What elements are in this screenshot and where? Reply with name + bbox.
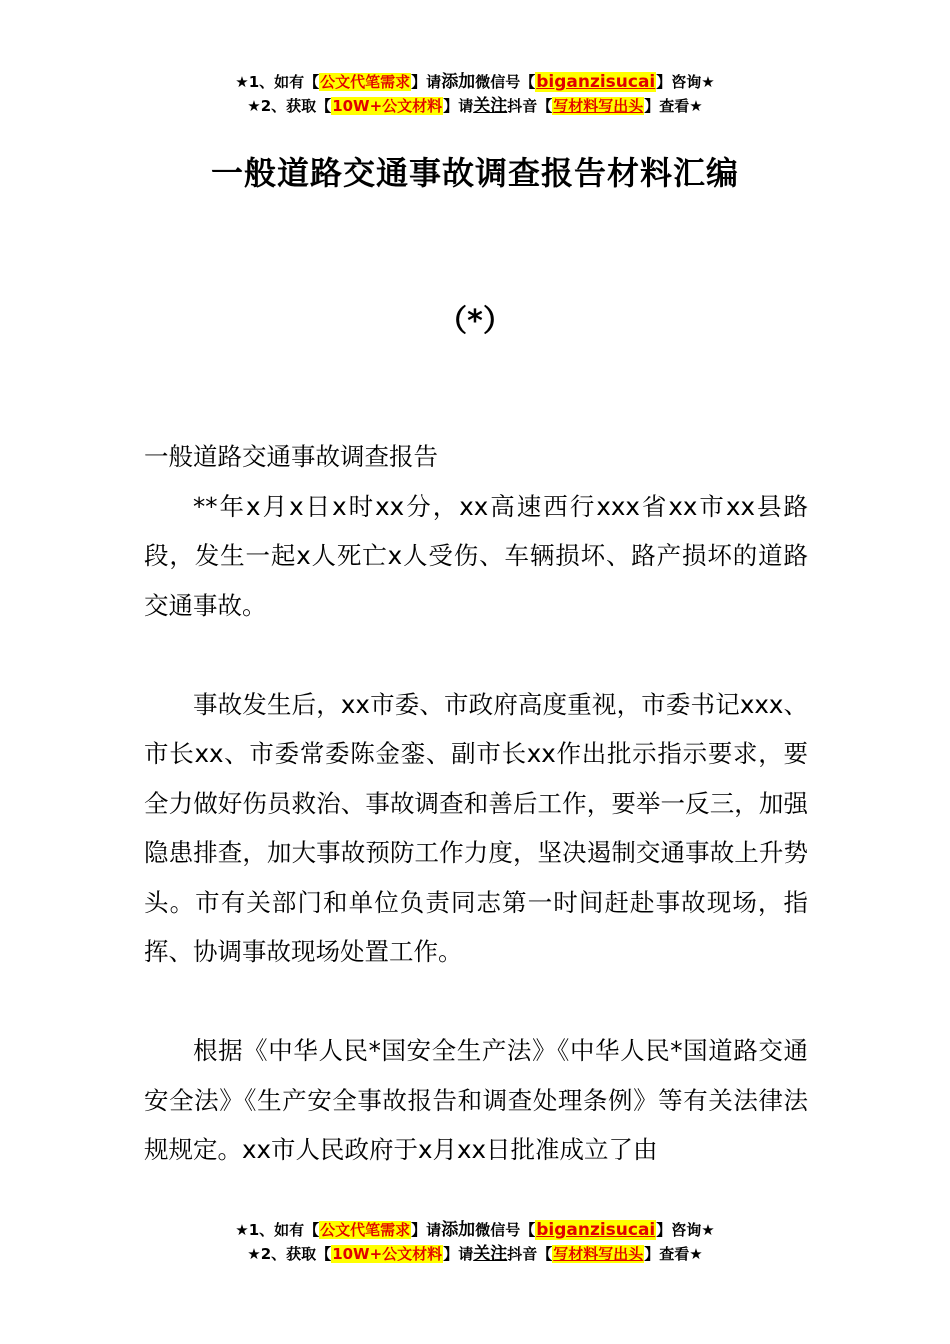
document-body (144, 432, 808, 1175)
banner-line-1: ★1、如有【公文代笔需求】请添加微信号【biganzisucai】咨询★ (235, 72, 715, 92)
document-title: 一般道路交通事故调查报告材料汇编 (210, 154, 739, 192)
paragraph-1: **年x月x日x时xx分，xx高速西行xxx省xx市xx县路段，发生一起x人死亡x人受伤、车辆损坏、路产损坏的道路交通事故。 (144, 491, 808, 620)
section-mark: （*） (437, 304, 513, 339)
douyin-account-link[interactable]: 写材料写出头 (553, 1245, 644, 1263)
report-subtitle: 一般道路交通事故调查报告 (144, 442, 438, 471)
highlight-materials: 10W+公文材料 (332, 1245, 443, 1263)
highlight-materials: 10W+公文材料 (332, 97, 443, 115)
paragraph-3: 根据《中华人民*国安全生产法》《中华人民*国道路交通安全法》《生产安全事故报告和调查处理条例》等有关法律法规规定。xx市人民政府于x月xx日批准成立了由 (144, 1036, 808, 1164)
wechat-id-link[interactable]: biganzisucai (536, 1220, 656, 1240)
header-banner (0, 70, 950, 118)
banner-line-2: ★2、获取【10W+公文材料】请关注抖音【写材料写出头】查看★ (247, 96, 703, 116)
footer-banner (0, 1218, 950, 1266)
douyin-account-link[interactable]: 写材料写出头 (553, 97, 644, 115)
wechat-id-link[interactable]: biganzisucai (536, 72, 656, 92)
banner-line-1: ★1、如有【公文代笔需求】请添加微信号【biganzisucai】咨询★ (235, 1220, 715, 1240)
paragraph-2: 事故发生后，xx市委、市政府高度重视，市委书记xxx、市长xx、市委常委陈金銮、副市长xx作出批示指示要求，要全力做好伤员救治、事故调查和善后工作，要举一反三，加强隐患排查，加大事故预防工作力度，坚决遏制交通事故上升势头。市有关部门和单位负责同志第一时间赶赴事故现场，指挥、协调事故现场处置工作。 (144, 689, 808, 966)
banner-line-2: ★2、获取【10W+公文材料】请关注抖音【写材料写出头】查看★ (247, 1244, 703, 1264)
highlight-service: 公文代笔需求 (320, 73, 411, 91)
highlight-service: 公文代笔需求 (320, 1221, 411, 1239)
